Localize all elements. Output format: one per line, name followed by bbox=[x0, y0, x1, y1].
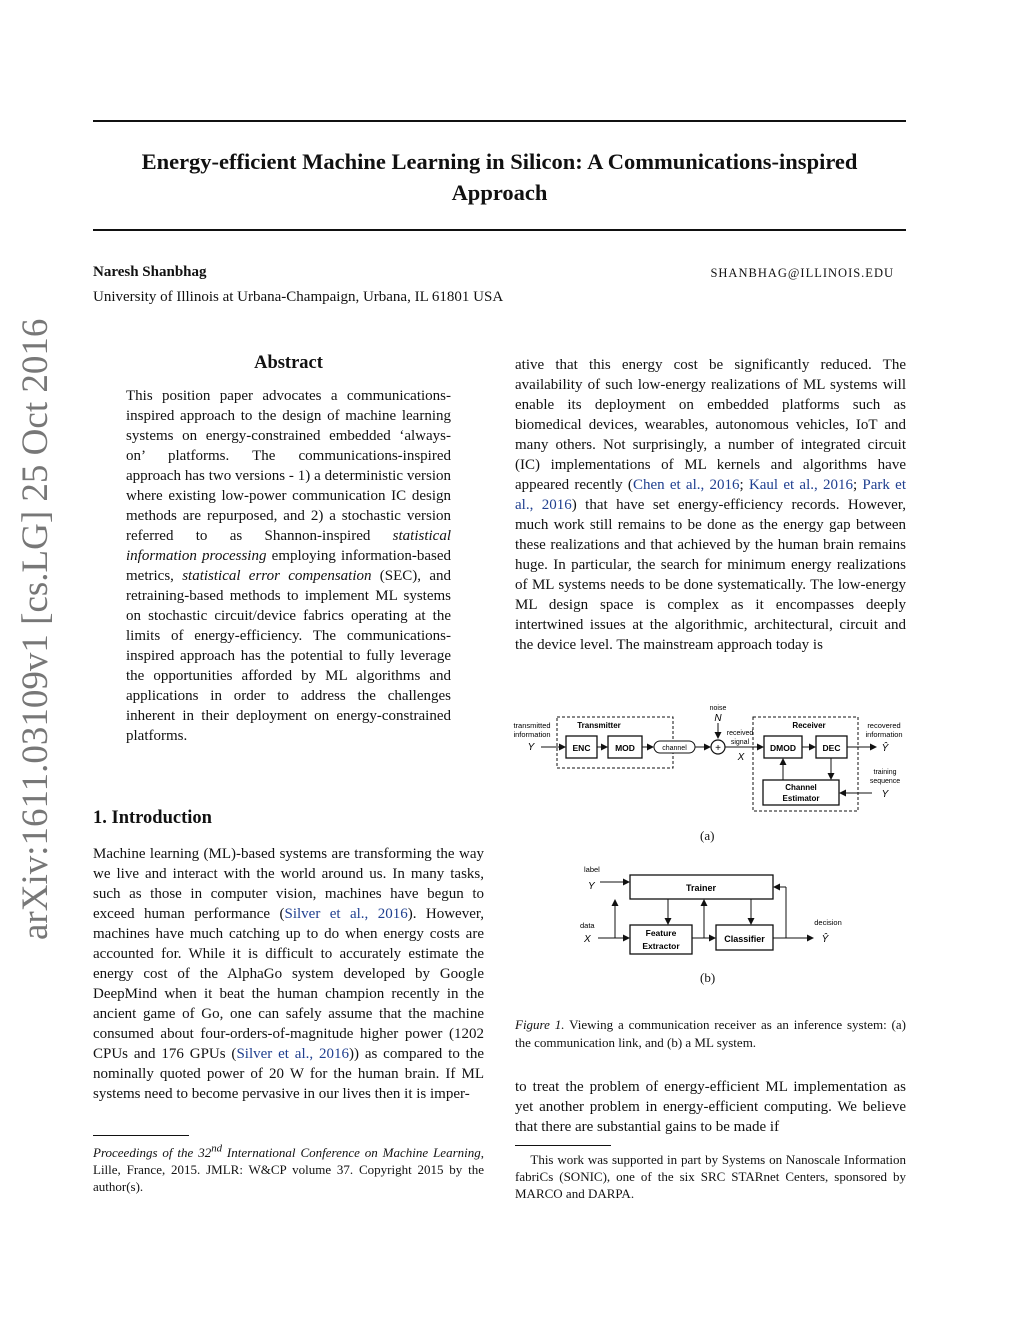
transmitter-label: Transmitter bbox=[577, 721, 621, 730]
dmod-label: DMOD bbox=[770, 743, 796, 753]
estimator-label-line2: Estimator bbox=[782, 794, 820, 803]
citation-author[interactable]: Chen et al. bbox=[632, 477, 701, 493]
estimator-label-line1: Channel bbox=[785, 783, 817, 792]
right-text-1: ative that this energy cost be significantly reduced. The availability of such low-energy realizations of ML systems will enable its deployment on embedded platforms such as biomedical devices, wearables, autonomous vehicles, IoT and many others. Not surprisingly, a number of integrated circuit (IC) implementations of ML kernels and algorithms have appeared recently ( bbox=[515, 357, 906, 493]
received-signal-label: signal bbox=[730, 739, 750, 746]
title-line-1: Energy-efficient Machine Learning in Silicon: A Communications-inspired bbox=[141, 149, 858, 174]
intro-text-1: Machine learning (ML)-based systems are transforming the way we live and interact with the world around us. In many tasks, such as those in computer vision, machines have begun to exceed human performance ( bbox=[93, 846, 484, 922]
figure-1b-ml-system bbox=[570, 858, 860, 963]
label-transmitted: transmitted bbox=[513, 721, 551, 730]
citation-year[interactable]: 2016 bbox=[709, 477, 740, 493]
data-label: data bbox=[580, 921, 595, 930]
arrow-data-trainer bbox=[615, 888, 629, 908]
symbol-y-input: Y bbox=[527, 742, 535, 753]
intro-text-3: )) as compared to the nominally quoted power of 20 W for the human brain. If ML systems need to become pervasive in our lives then it is imper- bbox=[93, 1046, 485, 1102]
footnote-superscript: nd bbox=[211, 1143, 223, 1155]
abstract-text-3: (SEC), and retraining-based methods to implement ML systems on stochastic circuit/device fabrics operating at the limits of energy-efficiency. The communications-inspired approach has the potential to fully leverage the opportunities afforded by ML algorithms and applications in order to address the challenges inherent in their deployment on energy-constrained platforms. bbox=[126, 568, 451, 744]
intro-text-2: ). However, machines have much catching up to do when energy costs are accounted for. While it is difficult to accurately estimate the energy cost of the AlphaGo system developed by Google DeepMind when it beat the human champion recently in the ancient game of Go, one can safely assume that the machine consumed about four-orders-of-magnitude higher power (1202 CPUs and 176 GPUs ( bbox=[93, 906, 485, 1062]
decision-label: decision bbox=[814, 918, 842, 927]
citation-kaul[interactable]: Kaul et al., 2016 bbox=[748, 477, 853, 493]
footnote-number: 32 bbox=[198, 1145, 212, 1161]
enc-label: ENC bbox=[572, 743, 591, 753]
abstract-emph-2: statistical error compensation bbox=[182, 568, 372, 584]
label-text: label bbox=[584, 865, 600, 874]
right-column-continued-text: to treat the problem of energy-efficient ML implementation as yet another problem in energy-efficient computing. We believe that there are substantial gains to be made if bbox=[515, 1079, 906, 1135]
figure-1a-label: (a) bbox=[700, 828, 715, 843]
receiver-label: Receiver bbox=[792, 721, 826, 730]
caption-text: Viewing a communication receiver as an inference system: (a) the communication link, and (b) a ML system. bbox=[515, 1017, 906, 1050]
citation-year[interactable]: 2016 bbox=[377, 906, 408, 922]
caption-label: Figure 1. bbox=[515, 1017, 565, 1032]
top-rule bbox=[93, 120, 906, 122]
introduction-body bbox=[93, 844, 484, 1104]
citation-author[interactable]: Park et al. bbox=[515, 477, 906, 513]
training-label: training bbox=[873, 769, 897, 776]
right-text-2: ) that have set energy-efficiency records. However, much work still remains to be done as the energy gap between these realizations and that achieved by the human brain remains huge. In particular, the search for minimum energy realizations of ML systems needs to be done systematically. The low-energy ML design space is complex as it encompasses deeply intertwined issues at the algorithmic, architectural, circuit and the device level. The mainstream approach today is bbox=[515, 497, 906, 653]
recovered-information-label: information bbox=[865, 730, 903, 739]
symbol-x-received: X bbox=[737, 752, 745, 763]
citation-author[interactable]: Kaul et al. bbox=[748, 477, 814, 493]
footnote-rule-left bbox=[93, 1135, 189, 1136]
title-line-2: Approach bbox=[451, 180, 548, 205]
extractor-label-line2: Extractor bbox=[642, 941, 680, 951]
proceedings-footnote bbox=[93, 1141, 484, 1195]
label-transmitted-information: information bbox=[513, 730, 551, 739]
citation-chen[interactable]: Chen et al., 2016 bbox=[632, 477, 740, 493]
symbol-y-label: Y bbox=[588, 881, 595, 892]
figure-1b-label: (b) bbox=[700, 970, 716, 985]
citation-silver-1[interactable]: Silver et al., 2016 bbox=[284, 906, 408, 922]
abstract-body bbox=[126, 386, 451, 746]
extractor-label-line1: Feature bbox=[645, 928, 677, 938]
author-name: Naresh Shanbhag bbox=[93, 264, 207, 280]
figure-1-caption bbox=[515, 1016, 906, 1052]
funding-text: This work was supported in part by Systems on Nanoscale Information fabriCs (SONIC), one of the six SRC STARnet Centers, sponsored by MARCO and DARPA. bbox=[515, 1152, 907, 1201]
footnote-text-1: Proceedings of the bbox=[93, 1145, 199, 1161]
citation-park[interactable]: Park et al., 2016 bbox=[515, 477, 906, 513]
symbol-y-training: Y bbox=[881, 789, 889, 800]
recovered-label: recovered bbox=[867, 721, 901, 730]
received-label: received bbox=[726, 730, 754, 737]
paper-title bbox=[93, 146, 906, 208]
classifier-label: Classifier bbox=[724, 934, 765, 944]
footnote-rule-right bbox=[515, 1145, 611, 1146]
symbol-n: N bbox=[714, 713, 722, 724]
mod-label: MOD bbox=[615, 743, 635, 753]
adder-plus: + bbox=[715, 743, 721, 754]
citation-year[interactable]: 2016 bbox=[823, 477, 853, 493]
noise-label: noise bbox=[709, 705, 727, 712]
abstract-heading: Abstract bbox=[254, 353, 323, 373]
footnote-text-3: , Lille, France, 2015. JMLR: W&CP volume 37. Copyright 2015 by the author(s). bbox=[93, 1145, 484, 1195]
citation-silver-2[interactable]: Silver et al., 2016 bbox=[236, 1046, 349, 1062]
citation-author[interactable]: Silver et al. bbox=[236, 1046, 310, 1062]
title-bottom-rule bbox=[93, 229, 906, 231]
author-email[interactable]: SHANBHAG@ILLINOIS.EDU bbox=[710, 266, 894, 280]
symbol-x-data: X bbox=[584, 934, 591, 945]
abstract-emph-1: statistical information processing bbox=[126, 528, 451, 564]
abstract-text-2: employing information-based metrics, bbox=[126, 548, 451, 584]
author-affiliation: University of Illinois at Urbana-Champaign, Urbana, IL 61801 USA bbox=[93, 289, 504, 305]
sequence-label: sequence bbox=[869, 778, 901, 785]
symbol-y-hat-output: Ŷ bbox=[881, 743, 889, 754]
citation-year[interactable]: 2016 bbox=[541, 497, 572, 513]
arxiv-identifier: arXiv:1611.03109v1 [cs.LG] 25 Oct 2016 bbox=[15, 318, 56, 940]
citation-author[interactable]: Silver et al. bbox=[284, 906, 365, 922]
dec-label: DEC bbox=[822, 743, 841, 753]
right-column-text: ative that this energy cost be significantly reduced. The availability of such low-energy realizations of ML systems will enable its deployment on embedded platforms such as biomedical devices, wearables, autonomous vehicles, IoT and many others. Not surprisingly, a number of integrated circuit (IC) implementations of ML kernels and algorithms have appeared recently (Chen et al., 2016; Kaul et al., 2016; Park et al., 2016) that have set energy-efficiency records. However, much work still remains to be done as the energy gap between these realizations and that achieved by the human brain remains huge. In particular, the search for minimum energy realizations of ML systems needs to be done systematically. The low-energy ML design space is complex as it encompasses deeply intertwined issues at the algorithmic, architectural, circuit and the device level. The mainstream approach today is bbox=[515, 357, 906, 653]
citation-year[interactable]: 2016 bbox=[318, 1046, 349, 1062]
channel-label: channel bbox=[662, 745, 687, 752]
funding-footnote bbox=[515, 1151, 906, 1202]
section-heading-introduction: 1. Introduction bbox=[93, 808, 212, 828]
symbol-y-hat-decision: Ŷ bbox=[821, 934, 829, 945]
figure-1a-communication-link bbox=[510, 700, 910, 815]
footnote-text-2: International Conference on Machine Learning bbox=[222, 1145, 481, 1161]
trainer-label: Trainer bbox=[685, 883, 717, 893]
abstract-text-1: This position paper advocates a communications-inspired approach to the design of machine learning systems on energy-constrained embedded ‘always-on’ platforms. The communications-inspired approach has two versions - 1) a deterministic version where existing low-power communication IC design methods are repurposed, and 2) a stochastic version referred to as Shannon-inspired bbox=[126, 388, 451, 544]
